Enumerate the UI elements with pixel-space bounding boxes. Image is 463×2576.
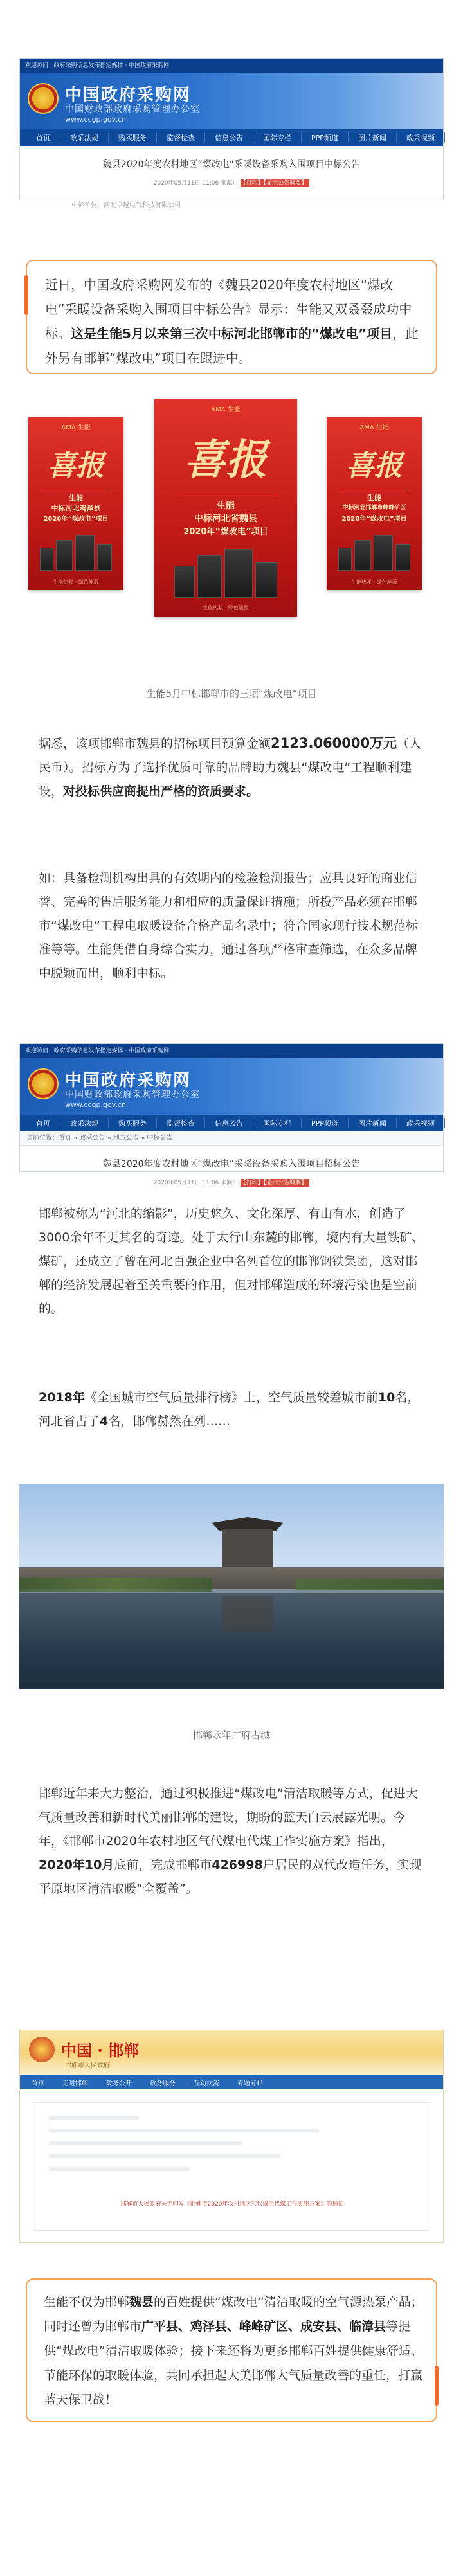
budget-amount: 2123.060000万元	[271, 735, 397, 751]
poster-headline: 喜报	[48, 449, 104, 482]
ccgp-article-meta	[20, 170, 443, 186]
budget-text-a: 据悉，该项邯郸市魏县的招标项目预算金额	[39, 737, 271, 751]
closing-county-list: 广平县、鸡泽县、峰峰矿区、成安县、临漳县	[141, 2319, 386, 2334]
award-poster-1	[28, 417, 123, 590]
air-quality-hebei-count: 4	[100, 1414, 109, 1428]
heat-pump-products	[172, 546, 280, 598]
poster-footer: 生能热泵 · 绿色能源	[351, 579, 397, 585]
ccgp-screenshot-1	[19, 58, 444, 209]
poster-headline: 喜报	[185, 436, 267, 484]
handan-nav-item[interactable]: 首页	[32, 2080, 44, 2087]
ccgp-logo-title: 中国政府采购网	[65, 86, 192, 105]
handan-site-subtitle: 邯郸市人民政府	[65, 2062, 110, 2069]
ccgp-meta-date: 2020年05月11日 11:06 来源：	[153, 1180, 239, 1186]
national-emblem-icon	[28, 1068, 59, 1099]
photo-caption: 邯郸永年广府古城	[192, 1729, 270, 1741]
poster-headline: 喜报	[346, 449, 403, 482]
closing-highlight-box	[26, 2278, 437, 2422]
closing-county: 魏县	[129, 2295, 154, 2309]
intro-text-a: 近日，中国政府采购网发布的《魏县2020年度农村地区“煤改电”采暖设备采购入围项目中标公告》显示：生能又双叒叕成功中标。	[45, 277, 412, 341]
ccgp-nav-item[interactable]: PPP频道	[302, 132, 349, 143]
handan-site-title: 中国 · 邯郸	[61, 2041, 140, 2060]
policy-deadline: 2020年10月	[39, 1858, 114, 1872]
box-accent-bar	[24, 275, 28, 315]
poster-brand: AMA 生能	[359, 424, 389, 431]
ccgp-nav-item[interactable]: 政采法规	[60, 1118, 109, 1128]
ccgp-print-link[interactable]: 【打印】【显示公告概要】	[241, 179, 309, 187]
ccgp-nav-item[interactable]: 购买服务	[109, 132, 157, 143]
award-poster-3	[327, 417, 422, 590]
ccgp-nav-item[interactable]: 国际专栏	[253, 132, 302, 143]
closing-text-a: 生能不仅为邯郸	[44, 2295, 130, 2309]
policy-text-c: 底前，完成邯郸市	[114, 1858, 212, 1872]
ccgp-nav-item[interactable]: 首页	[26, 1118, 60, 1128]
ccgp-nav-item[interactable]: PPP频道	[302, 1118, 349, 1128]
ccgp-nav-item[interactable]: 首页	[26, 132, 60, 143]
air-quality-text-b: 《全国城市空气质量排行榜》上，空气质量较差城市前	[84, 1391, 378, 1405]
intro-highlight-box	[26, 260, 437, 374]
ccgp-banner	[20, 73, 443, 129]
intro-paragraph	[45, 273, 424, 370]
ccgp-nav-item[interactable]: 政采法规	[60, 132, 109, 143]
heat-pump-products	[40, 532, 112, 571]
ccgp-article-title: 魏县2020年度农村地区“煤改电”采暖设备采购入围项目中标公告	[102, 159, 361, 170]
handan-notice-title[interactable]: 邯郸市人民政府关于印发《邯郸市2020年农村地区气代煤电代煤工作实施方案》的通知	[120, 2201, 344, 2208]
handan-nav	[20, 2075, 443, 2089]
heat-pump-products	[338, 532, 410, 571]
budget-text-bold: 对投标供应商提出严格的资质要求。	[63, 784, 259, 798]
ccgp-print-link[interactable]: 【打印】【显示公告概要】	[241, 1179, 309, 1187]
ccgp-nav	[20, 129, 443, 146]
ccgp-nav-item[interactable]: 图片新闻	[349, 132, 397, 143]
air-quality-text-d: 名，河北省占了	[39, 1391, 420, 1428]
ccgp-nav-item[interactable]: 购买服务	[109, 1118, 157, 1128]
poster-footer: 生能热泵 · 绿色能源	[203, 605, 249, 611]
ccgp-nav-item[interactable]: 国际专栏	[253, 1118, 302, 1128]
air-quality-year: 2018年	[39, 1391, 85, 1405]
ccgp-nav-item[interactable]: 信息公告	[205, 1118, 253, 1128]
ccgp-nav-item[interactable]: 信息公告	[205, 132, 253, 143]
policy-paragraph	[39, 1782, 424, 1901]
ccgp-article-meta	[20, 1170, 443, 1186]
requirements-paragraph: 如：具备检测机构出具的有效期内的检验检测报告；应具良好的商业信誉、完善的售后服务能力和相应的质量保证措施；所投产品必须在邯郸市“煤改电”工程电取暖设备合格产品名录中；符合国家现行技术规范标准等等。生能凭借自身综合实力，通过各项严格审查筛选，在众多品牌中脱颖而出，顺利中标。	[39, 871, 418, 980]
ccgp-breadcrumb: 当前位置：首页 » 政采公告 » 地方公告 » 中标公告	[20, 1131, 443, 1146]
poster-project-line: 中标河北省魏县	[194, 514, 257, 524]
ccgp-topstrip: 欢迎访问 · 政府采购信息发布指定媒体 · 中国政府采购网	[20, 1044, 443, 1058]
handan-nav-item[interactable]: 专题专栏	[237, 2080, 263, 2087]
ccgp-topstrip: 欢迎访问 · 政府采购信息发布指定媒体 · 中国政府采购网	[20, 59, 443, 73]
ccgp-meta-date: 2020年05月11日 11:06 来源：	[153, 180, 239, 186]
ccgp-logo-url: www.ccgp.gov.cn	[65, 115, 126, 123]
air-quality-count: 10	[377, 1391, 395, 1405]
handan-gov-screenshot	[19, 2030, 444, 2243]
poster-year-line: 2020年“煤改电”项目	[341, 516, 407, 523]
award-poster-2	[154, 399, 297, 617]
ccgp-nav	[20, 1115, 443, 1131]
policy-text-e: 户居民的双代改造任务，实现平原地区清洁取暖“全覆盖”。	[39, 1858, 422, 1896]
poster-footer: 生能热泵 · 绿色能源	[53, 579, 99, 585]
ccgp-winner-line: 中标单位：河北卓越电气科技有限公司	[71, 202, 181, 209]
ccgp-logo-url: www.ccgp.gov.cn	[65, 1101, 126, 1109]
handan-nav-item[interactable]: 政务公开	[106, 2080, 132, 2087]
intro-text-bold: 这是生能5月以来第三次中标河北邯郸市的“煤改电”项目	[71, 326, 393, 341]
ccgp-logo-title: 中国政府采购网	[65, 1071, 192, 1090]
air-quality-text-f: 名，邯郸赫然在列……	[108, 1414, 231, 1428]
ccgp-screenshot-2	[19, 1043, 444, 1186]
closing-paragraph	[44, 2290, 424, 2412]
poster-project-line: 中标河北邯郸市峰峰矿区	[342, 505, 406, 511]
ccgp-nav-item[interactable]: 图片新闻	[349, 1118, 397, 1128]
poster-brand: AMA 生能	[61, 424, 91, 431]
air-quality-paragraph	[39, 1386, 424, 1434]
ccgp-logo-subtitle: 中国财政部政府采购管理办公室	[65, 104, 200, 114]
handan-nav-item[interactable]: 政务服务	[150, 2080, 176, 2087]
policy-household-count: 426998	[212, 1858, 263, 1872]
ancient-city-photo	[19, 1484, 444, 1689]
box-accent-bar	[435, 2366, 439, 2406]
ccgp-nav-item[interactable]: 政采视频	[397, 1118, 445, 1128]
poster-brand-line: 生能	[69, 494, 83, 502]
handan-header	[20, 2030, 443, 2075]
intro-text-c: ，此外另有邯郸“煤改电”项目在跟进中。	[45, 326, 419, 366]
national-emblem-icon	[28, 83, 59, 114]
budget-paragraph	[39, 732, 424, 804]
handan-nav-item[interactable]: 走进邯郸	[62, 2080, 88, 2087]
closing-text-e: 等提供“煤改电”清洁取暖体验；接下来还将为更多邯郸百姓提供健康舒适、节能环保的取暖体验，共同承担起大美邯郸大气质量改善的重任，打赢蓝天保卫战！	[44, 2319, 423, 2407]
policy-text-a: 邯郸近年来大力整治，通过积极推进“煤改电”清洁取暖等方式，促进大气质量改善和新时代美丽邯郸的建设，期盼的蓝天白云展露光明。今年，《邯郸市2020年农村地区气代煤电代煤工作实施方案》指出，	[39, 1787, 418, 1848]
ccgp-nav-item[interactable]: 政采视频	[397, 132, 445, 143]
ccgp-nav-item[interactable]: 监督检查	[157, 132, 205, 143]
ccgp-banner	[20, 1058, 443, 1115]
handan-nav-item[interactable]: 互动交流	[194, 2080, 219, 2087]
poster-project-line: 中标河北鸡泽县	[51, 504, 101, 512]
budget-text-c: （人民币）。招标方为了选择优质可靠的品牌助力魏县“煤改电”工程顺利建设，	[39, 737, 422, 798]
handan-history-paragraph: 邯郸被称为“河北的缩影”，历史悠久、文化深厚、有山有水，创造了3000余年不更其名的奇迹。处于太行山东麓的邯郸，境内有大量铁矿、煤矿，还成立了曾在河北百强企业中名列首位的邯郸钢铁集团，这对邯郸的经济发展起着至关重要的作用，但对邯郸造成的环境污染也是空前的。	[39, 1207, 424, 1316]
poster-brand: AMA 生能	[211, 406, 241, 413]
poster-year-line: 2020年“煤改电”项目	[43, 516, 109, 523]
poster-brand-line: 生能	[217, 501, 235, 511]
handan-emblem-icon	[29, 2037, 55, 2062]
posters-caption: 生能5月中标邯郸市的三项“煤改电”项目	[146, 688, 317, 699]
poster-brand-line: 生能	[367, 494, 381, 502]
ccgp-article-title: 魏县2020年度农村地区“煤改电”采暖设备采购入围项目招标公告	[102, 1159, 361, 1169]
ccgp-nav-item[interactable]: 监督检查	[157, 1118, 205, 1128]
ccgp-logo-subtitle: 中国财政部政府采购管理办公室	[65, 1090, 200, 1100]
closing-text-c: 的百姓提供“煤改电”清洁取暖的空气源热泵产品；同时还曾为邯郸市	[44, 2295, 423, 2334]
handan-content-area	[33, 2102, 430, 2231]
poster-year-line: 2020年“煤改电”项目	[183, 527, 268, 537]
